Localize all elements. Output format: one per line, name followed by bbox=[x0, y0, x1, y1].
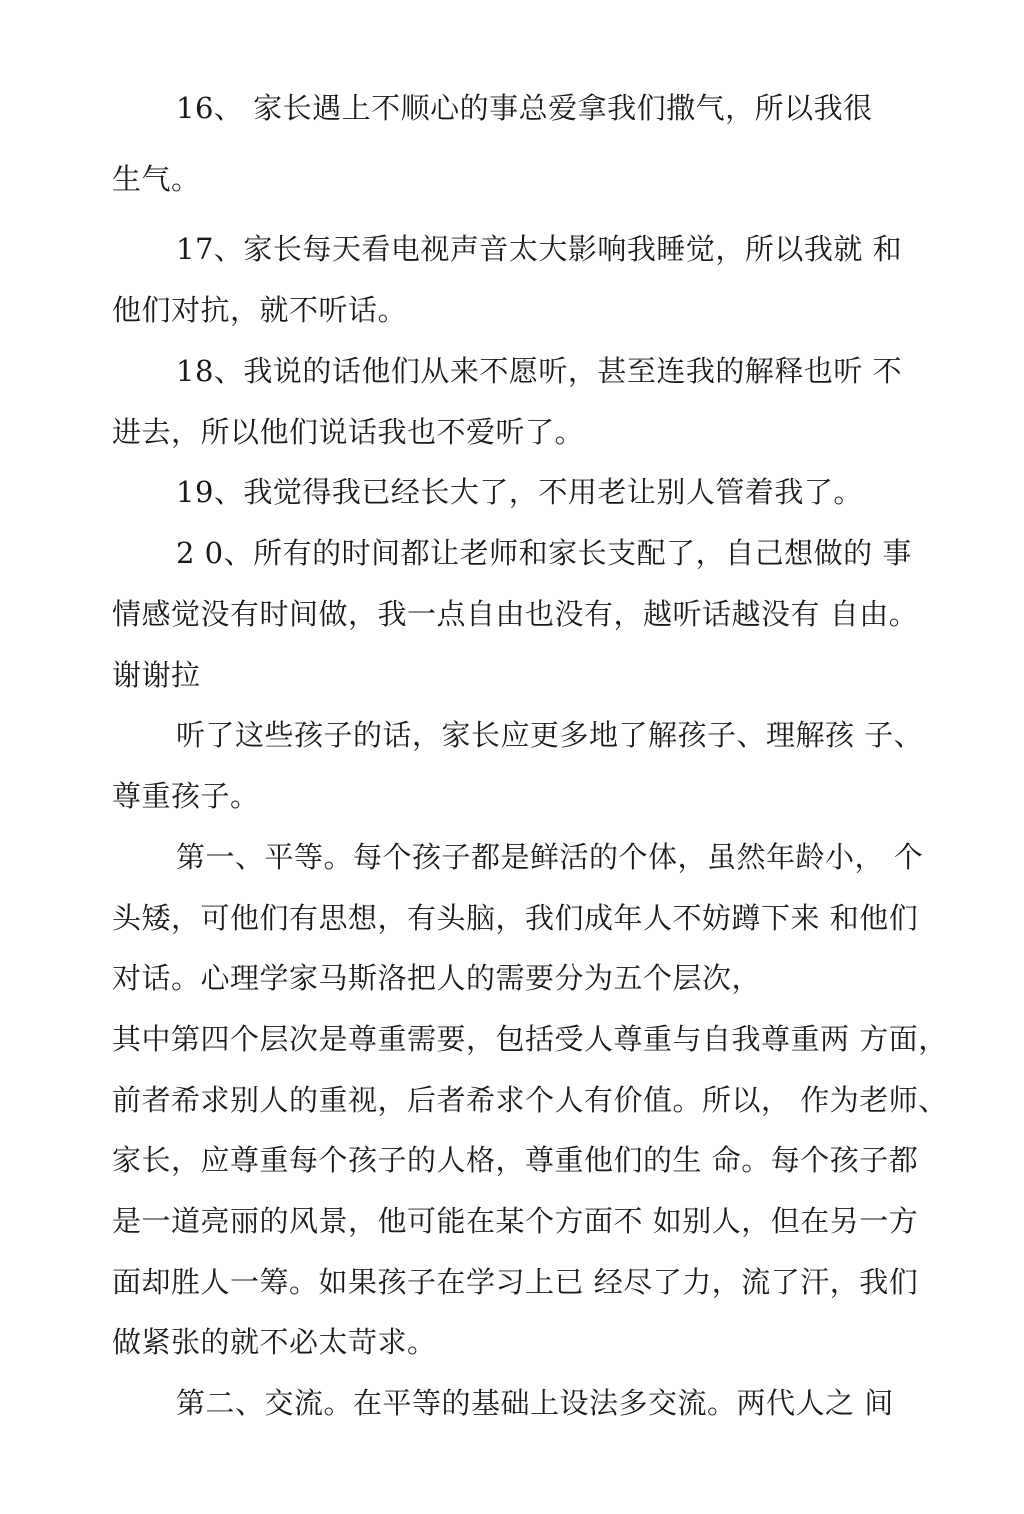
text-line: 情感觉没有时间做，我一点自由也没有，越听话越没有 自由。 bbox=[112, 597, 919, 631]
text-line: 进去，所以他们说话我也不爱听了。 bbox=[112, 415, 585, 449]
text-line: 是一道亮丽的风景，他可能在某个方面不 如别人，但在另一方 bbox=[112, 1204, 919, 1238]
text-line: 谢谢拉 bbox=[112, 658, 201, 692]
text-line-19: 19、我觉得我已经长大了，不用老让别人管着我了。 bbox=[176, 475, 863, 509]
text-line: 前者希求别人的重视，后者希求个人有价值。所以， 作为老师、 bbox=[112, 1083, 948, 1117]
text-line: 家长，应尊重每个孩子的人格，尊重他们的生 命。每个孩子都 bbox=[112, 1143, 919, 1177]
text-line: 尊重孩子。 bbox=[112, 779, 260, 813]
text-line: 做紧张的就不必太苛求。 bbox=[112, 1325, 437, 1359]
paragraph-start: 听了这些孩子的话，家长应更多地了解孩子、理解孩 子、 bbox=[176, 718, 924, 752]
text-line: 头矮，可他们有思想，有头脑，我们成年人不妨蹲下来 和他们 bbox=[112, 901, 919, 935]
text-line-18: 18、我说的话他们从来不愿听，甚至连我的解释也听 不 bbox=[176, 354, 903, 388]
text-line: 他们对抗，就不听话。 bbox=[112, 293, 408, 327]
text-line: 其中第四个层次是尊重需要，包括受人尊重与自我尊重两 方面， bbox=[112, 1022, 948, 1056]
text-line: 面却胜人一筹。如果孩子在学习上已 经尽了力，流了汗，我们 bbox=[112, 1265, 919, 1299]
text-line: 对话。心理学家马斯洛把人的需要分为五个层次， bbox=[112, 961, 762, 995]
paragraph-start: 第二、交流。在平等的基础上设法多交流。两代人之 间 bbox=[176, 1386, 894, 1420]
text-line: 生气。 bbox=[112, 162, 201, 196]
text-line-17: 17、家长每天看电视声音太大影响我睡觉，所以我就 和 bbox=[176, 232, 903, 266]
text-line-16: 16、 家长遇上不顺心的事总爱拿我们撒气，所以我很 bbox=[176, 91, 873, 125]
text-line-20: 2 0、所有的时间都让老师和家长支配了，自己想做的 事 bbox=[176, 536, 912, 570]
paragraph-start: 第一、平等。每个孩子都是鲜活的个体，虽然年龄小， 个 bbox=[176, 840, 924, 874]
